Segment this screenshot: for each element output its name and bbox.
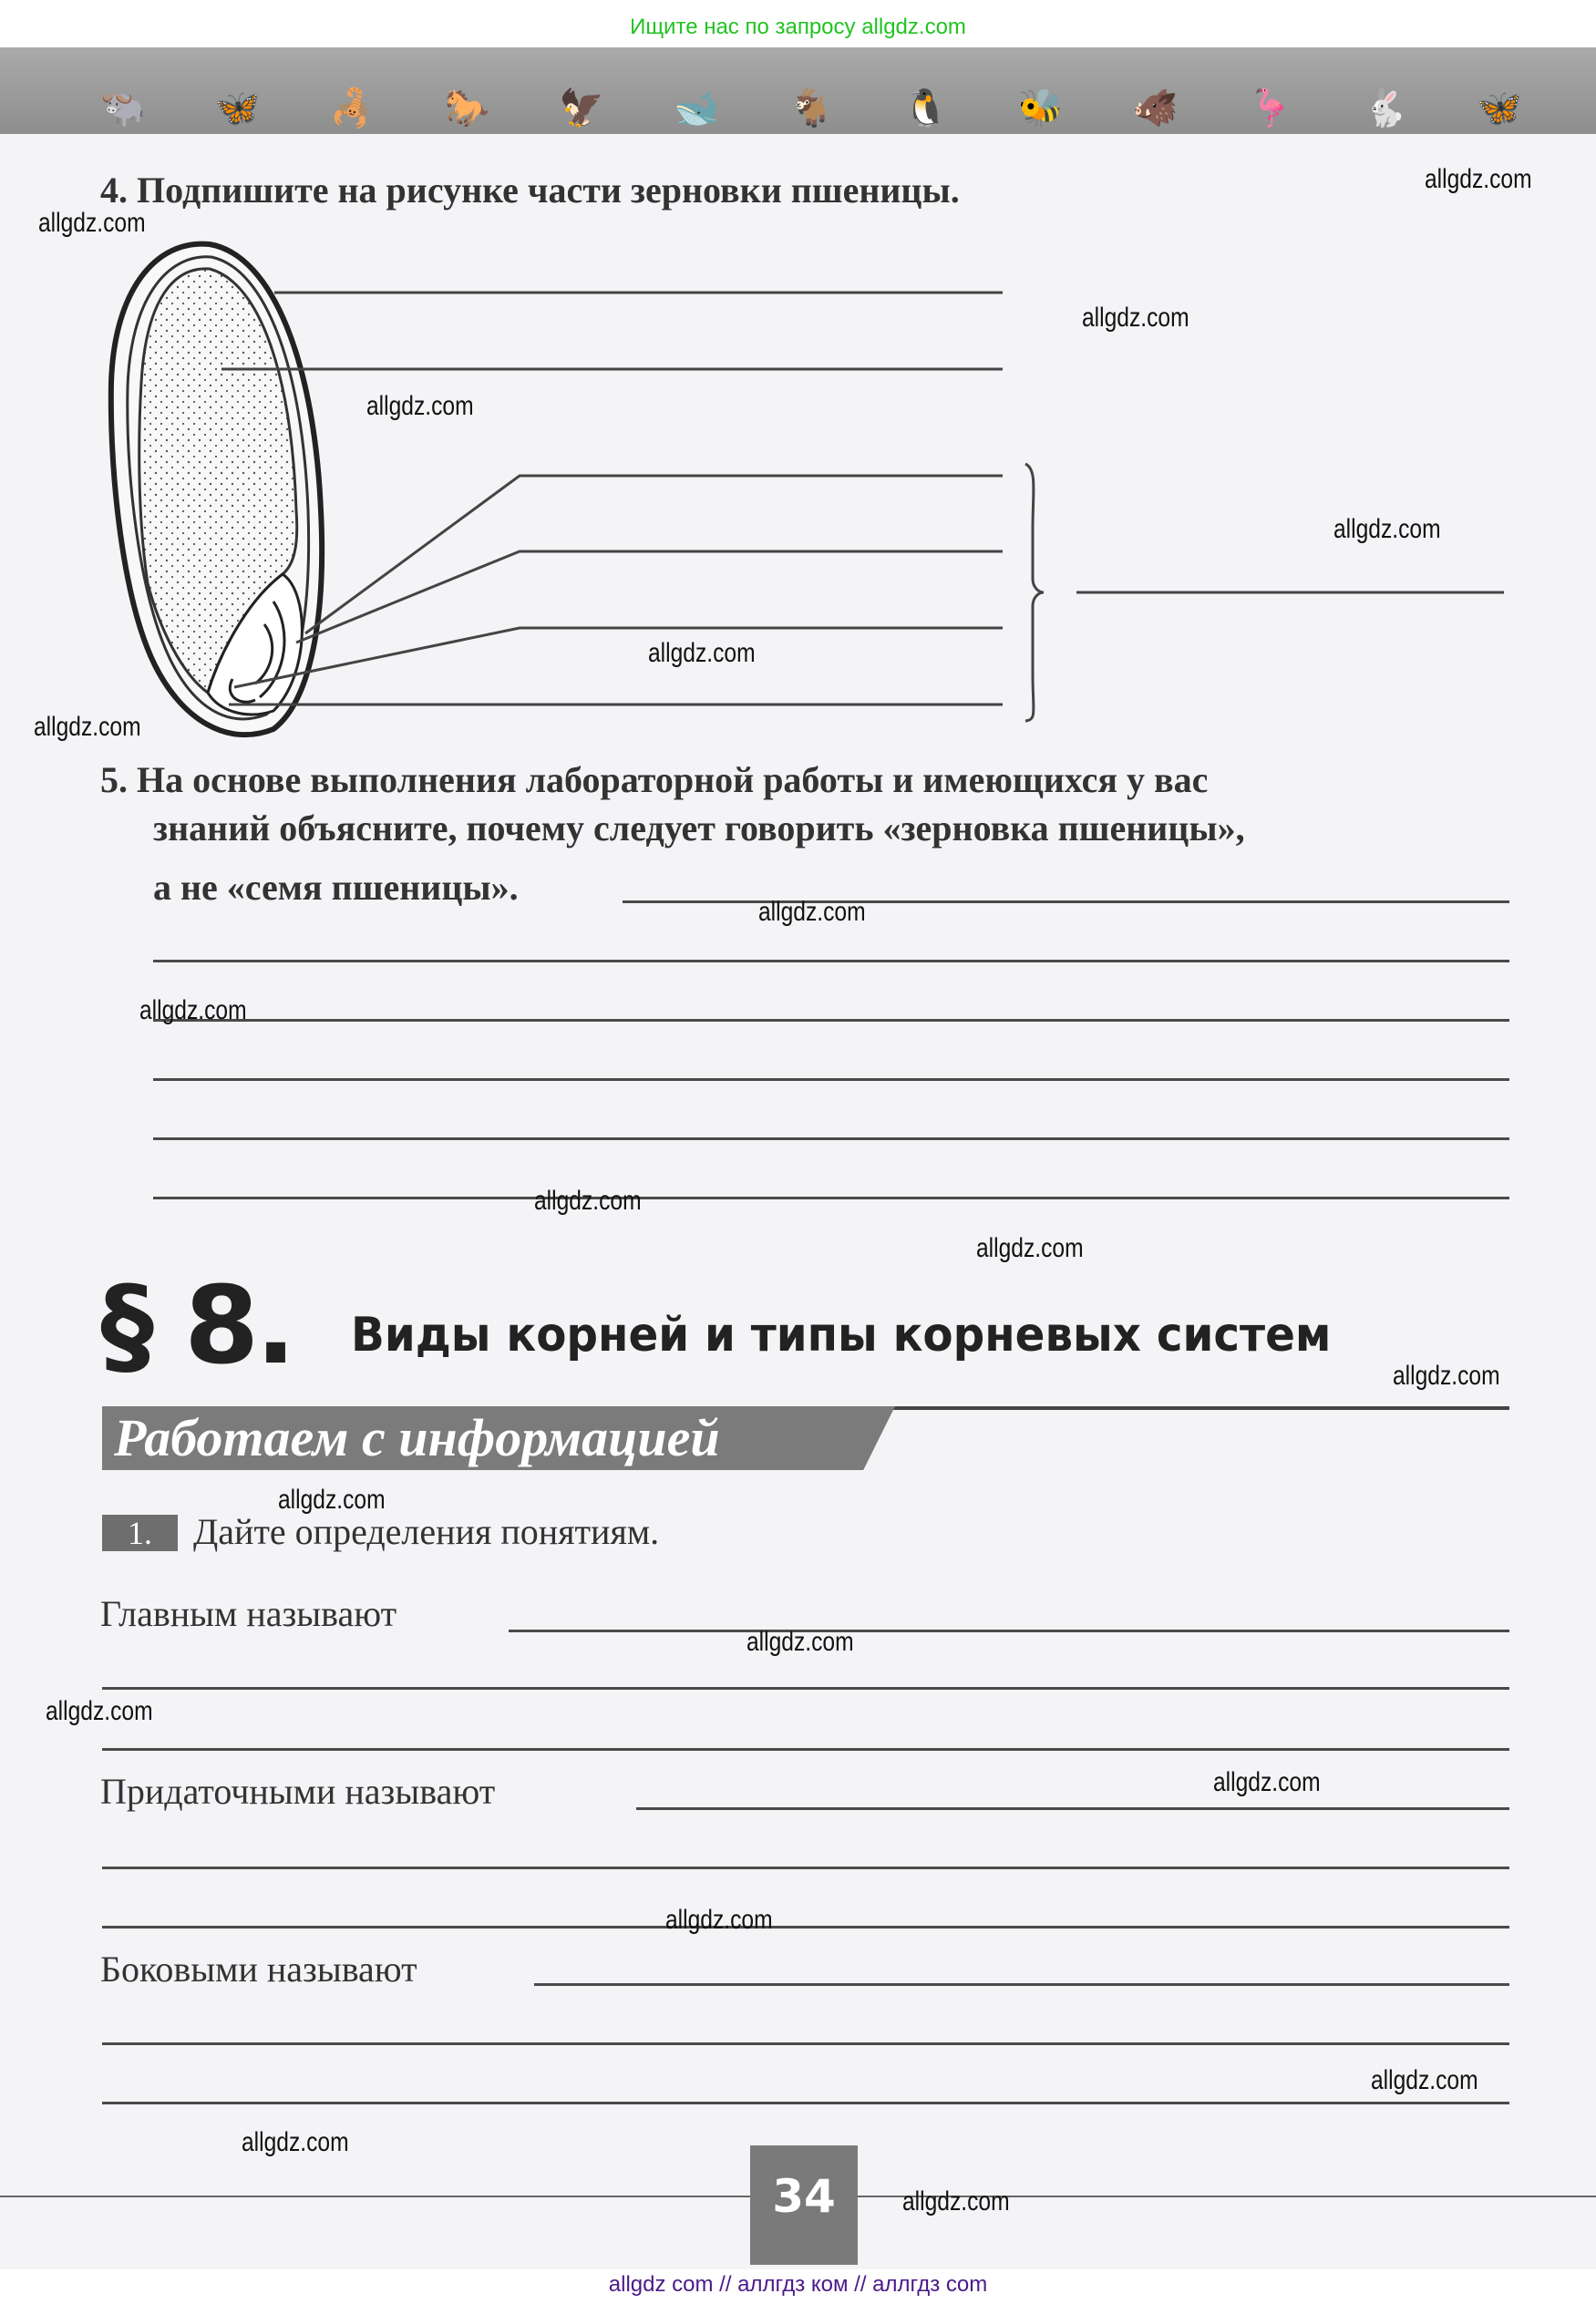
watermark: allgdz.com: [758, 897, 866, 927]
watermark: allgdz.com: [747, 1627, 854, 1657]
watermark: allgdz.com: [1425, 164, 1532, 194]
animal-icon: 🐇: [1362, 87, 1408, 129]
answer-line[interactable]: [153, 1019, 1509, 1022]
task5-line-2: знаний объясните, почему следует говорить «зерновка пшеницы»,: [153, 807, 1245, 849]
animal-icon: 🐗: [1132, 87, 1179, 129]
watermark: allgdz.com: [38, 208, 146, 238]
page-number: 34: [750, 2145, 858, 2265]
info-label: Работаем с информацией: [114, 1408, 720, 1467]
answer-line[interactable]: [153, 1197, 1509, 1199]
task-text: Подпишите на рисунке части зерновки пшеницы.: [137, 170, 960, 211]
answer-line[interactable]: [534, 1983, 1509, 1986]
section-number: § 8.: [100, 1262, 293, 1388]
watermark: allgdz.com: [665, 1905, 773, 1935]
task-number: 5.: [100, 759, 128, 800]
answer-line[interactable]: [623, 900, 1509, 903]
watermark: allgdz.com: [1082, 303, 1189, 333]
animal-icon: 🐋: [674, 87, 720, 129]
task-number: 4.: [100, 170, 128, 211]
top-banner: Ищите нас по запросу allgdz.com: [0, 15, 1596, 49]
answer-line[interactable]: [102, 2102, 1509, 2104]
bottom-banner: allgdz com // аллгдз ком // аллгдз com: [0, 2269, 1596, 2304]
animal-icon: 🐐: [788, 87, 834, 129]
animal-icon: 🦂: [329, 87, 376, 129]
animal-icon: 🐃: [100, 87, 146, 129]
term-adventitious-root: Придаточными называют: [100, 1771, 496, 1812]
answer-line[interactable]: [153, 1078, 1509, 1081]
watermark: allgdz.com: [242, 2127, 349, 2157]
animal-icon: 🦅: [559, 87, 605, 129]
watermark: allgdz.com: [902, 2186, 1010, 2217]
watermark: allgdz.com: [1333, 514, 1441, 544]
animal-icon: 🦋: [214, 87, 261, 129]
answer-line[interactable]: [636, 1807, 1509, 1810]
animal-icon: 🐎: [444, 87, 490, 129]
term-main-root: Главным называют: [100, 1593, 397, 1634]
task5-line-1: [100, 758, 1208, 801]
answer-line[interactable]: [509, 1630, 1509, 1632]
watermark: allgdz.com: [976, 1233, 1084, 1263]
wheat-grain-diagram: [0, 0, 1596, 756]
watermark: allgdz.com: [1213, 1767, 1321, 1797]
answer-line[interactable]: [153, 960, 1509, 962]
term-lateral-root: Боковыми называют: [100, 1949, 417, 1990]
answer-line[interactable]: [102, 1926, 1509, 1929]
animal-icon: 🦋: [1477, 87, 1522, 129]
watermark: allgdz.com: [139, 995, 247, 1025]
answer-line[interactable]: [153, 1137, 1509, 1140]
animal-icon: 🦩: [1247, 87, 1293, 129]
answer-line[interactable]: [102, 1748, 1509, 1751]
watermark: allgdz.com: [648, 638, 756, 668]
watermark: allgdz.com: [366, 391, 474, 421]
watermark: allgdz.com: [34, 712, 141, 742]
animal-icon: 🐧: [902, 87, 949, 129]
watermark: allgdz.com: [46, 1696, 153, 1726]
answer-line[interactable]: [102, 2042, 1509, 2045]
label-lines: [221, 293, 1504, 721]
answer-line[interactable]: [102, 1867, 1509, 1869]
task1-number-box: 1.: [102, 1515, 178, 1551]
answer-line[interactable]: [102, 1687, 1509, 1690]
watermark: allgdz.com: [278, 1485, 386, 1515]
section-title: Виды корней и типы корневых систем: [351, 1308, 1332, 1363]
task1-text: Дайте определения понятиям.: [193, 1511, 660, 1552]
animal-icon: 🐝: [1017, 87, 1064, 129]
task-text: На основе выполнения лабораторной работы и имеющихся у вас: [137, 759, 1209, 800]
watermark: allgdz.com: [1393, 1361, 1500, 1391]
watermark: allgdz.com: [1371, 2065, 1478, 2095]
task5-line-3: а не «семя пшеницы».: [153, 867, 519, 908]
watermark: allgdz.com: [534, 1186, 642, 1216]
